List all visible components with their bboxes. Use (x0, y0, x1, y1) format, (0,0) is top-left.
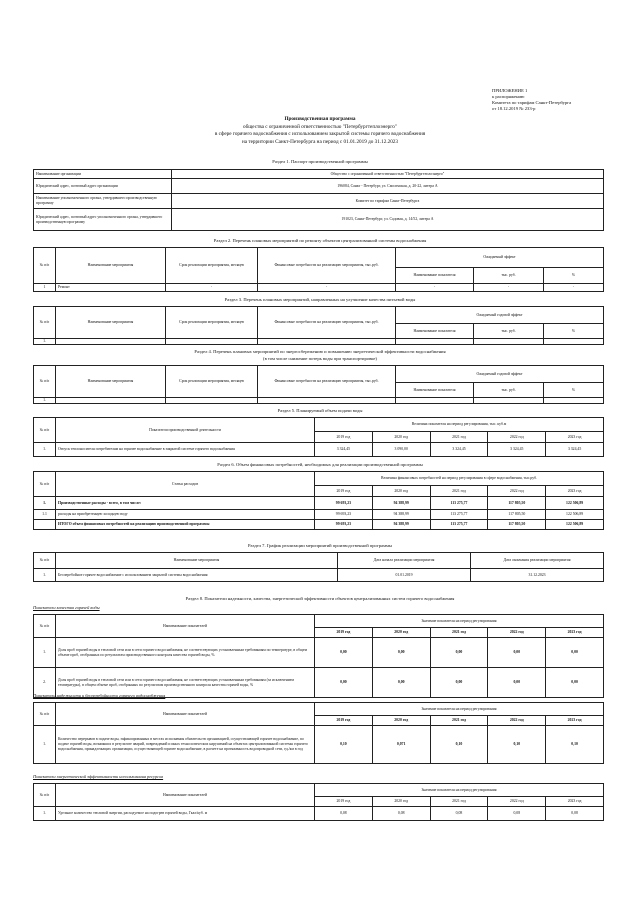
header-cell: % (544, 383, 604, 398)
cell: 0,00 (372, 638, 430, 668)
cell-label: Наименование уполномоченного органа, утвердившего производственную программу (34, 194, 172, 209)
header-cell: № п/п (34, 366, 56, 398)
header-cell: № п/п (34, 472, 56, 497)
appendix-block (492, 88, 571, 112)
cell: расходы на приобретенную холодную воду (56, 510, 315, 520)
cell: Производственные расходы - всего, в том числе: (56, 497, 315, 510)
cell: - (544, 284, 604, 292)
cell: 99 693,23 (315, 510, 373, 520)
schedule-table (33, 552, 604, 582)
section-8-subtitle: Показатели качества горячей воды (33, 605, 100, 610)
table-row (34, 209, 604, 231)
cell: 1. (34, 398, 56, 404)
cell: 0,10 (488, 726, 546, 764)
header-cell: № п/п (34, 615, 56, 638)
header-cell: Значение показателя на период регулирования (315, 784, 604, 797)
header-cell: Срок реализации мероприятия, месяцев (166, 366, 258, 398)
table-row (34, 510, 604, 520)
table-row (34, 398, 604, 404)
header-cell: Срок реализации мероприятия, месяцев (166, 307, 258, 339)
cell: 0,00 (488, 668, 546, 698)
cell-label: Наименование организации (34, 170, 172, 179)
cell: 0,00 (430, 638, 488, 668)
header-cell: Ожидаемый годовой эффект (396, 307, 604, 324)
cell-value: 191023, Санкт-Петербург, ул. Садовая, д. 14/52, литера А (172, 209, 604, 231)
appendix-line: Комитета по тарифам Санкт-Петербурга (492, 100, 572, 105)
cell: 117 805,50 (488, 520, 546, 530)
year-header: 2023 год (546, 628, 604, 638)
header-cell: № п/п (34, 553, 56, 569)
header-cell: % (544, 268, 604, 284)
year-header: 2022 год (488, 628, 546, 638)
section-8-title: Раздел 8. Показатели надежности, качества, энергетической эффективности объектов централизованных систем горячего водоснабжения (185, 596, 455, 601)
cell: 113 275,77 (430, 520, 488, 530)
water-volume-table (33, 417, 604, 457)
table-row (34, 194, 604, 209)
cell: ИТОГО объем финансовых потребностей на реализацию производственной программы (56, 520, 315, 530)
header-cell: Дата окончания реализации мероприятия (471, 553, 604, 569)
cell: 0,08 (488, 807, 546, 821)
table-header-row (34, 307, 604, 324)
year-header: 2021 год (430, 486, 488, 497)
title-line: на территории Санкт-Петербурга на период с 01.01.2019 до 31.12.2023 (241, 138, 398, 145)
year-header: 2020 год (372, 628, 430, 638)
cell: 122 506,89 (546, 520, 604, 530)
header-cell: Наименование показателей (56, 703, 315, 726)
table-row (34, 807, 604, 821)
header-cell: Дата начала реализации мероприятия (338, 553, 471, 569)
header-cell: Финансовые потребности на реализацию мероприятия, тыс.руб. (258, 248, 396, 284)
section-6-title: Раздел 6. Объем финансовых потребностей, необходимых для реализации производственной программы (217, 462, 423, 467)
cell-value: Комитет по тарифам Санкт-Петербурга (172, 194, 604, 209)
section-3-title: Раздел 3. Перечень плановых мероприятий, направленных на улучшение качества питьевой воды (224, 297, 416, 302)
quality-measures-table (33, 306, 604, 345)
cell: 1. (34, 726, 56, 764)
cell: 99 693,23 (315, 497, 373, 510)
year-header: 2021 год (430, 432, 488, 443)
header-cell: № п/п (34, 418, 56, 443)
quality-indicators-table (33, 614, 604, 698)
header-cell: Срок реализации мероприятия, месяцев (166, 248, 258, 284)
header-cell: № п/п (34, 248, 56, 284)
header-cell: Наименование показателя (396, 324, 474, 339)
energy-measures-table (33, 365, 604, 404)
repair-table (33, 247, 604, 292)
table-row (34, 443, 604, 457)
table-row (34, 497, 604, 510)
cell: 94 388,99 (372, 510, 430, 520)
cell: 1. (34, 569, 56, 582)
year-header: 2023 год (546, 432, 604, 443)
header-cell: тыс. руб. (474, 268, 544, 284)
header-cell: Показатели производственной деятельности (56, 418, 315, 443)
header-cell: тыс. руб. (474, 324, 544, 339)
appendix-line: от 18.12.2019 № 233-р (492, 106, 536, 111)
header-cell: Наименование мероприятия (56, 307, 166, 339)
header-cell: Статья расходов (56, 472, 315, 497)
title-line: общества с ограниченной ответственностью "Петербургтеплоэнерго" (243, 123, 397, 130)
year-header: 2020 год (372, 486, 430, 497)
title-line: Производственная программа (284, 116, 356, 122)
cell: 0,10 (430, 726, 488, 764)
cell-value: 196084, Санкт - Петербург, ул. Смоленская, д. 20-22, литера А (172, 179, 604, 194)
table-header-row (34, 784, 604, 797)
section-1-title: Раздел 1. Паспорт производственной программы (272, 159, 368, 164)
section-2-title: Раздел 2. Перечень плановых мероприятий по ремонту объектов централизованной системы водоснабжения (213, 238, 427, 243)
year-header: 2020 год (372, 716, 430, 726)
cell: 1. (34, 497, 56, 510)
cell: 117 805,50 (488, 510, 546, 520)
year-header: 2020 год (372, 432, 430, 443)
cell: - (396, 284, 474, 292)
cell: - (166, 284, 258, 292)
cell: - (258, 284, 396, 292)
header-cell: Наименование мероприятия (56, 248, 166, 284)
header-cell: Ожидаемый эффект (396, 248, 604, 268)
cell: 31.12.2023 (471, 569, 604, 582)
year-header: 2023 год (546, 797, 604, 807)
cell: 0,10 (315, 726, 373, 764)
cell: 99 693,23 (315, 520, 373, 530)
year-header: 2023 год (546, 716, 604, 726)
year-header: 2021 год (430, 628, 488, 638)
energy-indicators-table (33, 783, 604, 821)
table-header-row (34, 366, 604, 383)
cell: 3 324,45 (430, 443, 488, 457)
cell-label: Юридический адрес, почтовый адрес уполномоченного органа, утвердившего производственную программу (34, 209, 172, 231)
cell-value: Общество с ограниченной ответственностью "Петербургтеплоэнерго" (172, 170, 604, 179)
table-row (34, 569, 604, 582)
year-header: 2022 год (488, 486, 546, 497)
cell: 122 506,89 (546, 510, 604, 520)
year-header: 2019 год (315, 432, 373, 443)
year-header: 2020 год (372, 797, 430, 807)
year-header: 2021 год (430, 716, 488, 726)
header-cell: Наименование мероприятия (56, 553, 338, 569)
section-8-subtitle: Показатели надежности и бесперебойности горячего водоснабжения (33, 693, 166, 698)
table-header-row (34, 553, 604, 569)
cell: 94 388,99 (372, 520, 430, 530)
cell: 0,00 (372, 668, 430, 698)
cell: 0,08 (315, 807, 373, 821)
cell: 0,08 (430, 807, 488, 821)
cell: Доля проб горячей воды в тепловой сети или в сети горячего водоснабжения, не соответствующих установленным требованиям (за исключением температуры), в общем объеме проб, отобранных по результатам производственного контроля качества горячей воды, % (56, 668, 315, 698)
cell: 1 (34, 284, 56, 292)
cell: 1. (34, 638, 56, 668)
cell: 0,08 (546, 807, 604, 821)
section-4-title: Раздел 4. Перечень плановых мероприятий по энергосбережению и повышению энергетической эффективности водоснабжения (194, 349, 446, 354)
cell: 0,08 (372, 807, 430, 821)
year-header: 2019 год (315, 486, 373, 497)
cell: 1.1 (34, 510, 56, 520)
cell: 113 275,77 (430, 497, 488, 510)
header-cell: № п/п (34, 307, 56, 339)
header-cell: Финансовые потребности на реализацию мероприятия, тыс.руб. (258, 307, 396, 339)
header-cell: Финансовые потребности на реализацию мероприятия, тыс.руб. (258, 366, 396, 398)
header-cell: Наименование показателя (396, 383, 474, 398)
year-header: 2019 год (315, 716, 373, 726)
year-header: 2021 год (430, 797, 488, 807)
cell: 0,071 (372, 726, 430, 764)
table-row (34, 179, 604, 194)
header-cell: Наименование показателей (56, 615, 315, 638)
cell: 2. (34, 668, 56, 698)
table-row (34, 638, 604, 668)
passport-table (33, 169, 604, 231)
cell: 3 090,00 (372, 443, 430, 457)
header-cell: № п/п (34, 784, 56, 807)
cell: 94 388,99 (372, 497, 430, 510)
cell: 3 324,45 (488, 443, 546, 457)
cell: 0,00 (315, 668, 373, 698)
table-row (34, 170, 604, 179)
table-row (34, 520, 604, 530)
cell: 0,00 (546, 638, 604, 668)
section-7-title: Раздел 7. График реализации мероприятий производственной программы (248, 543, 392, 548)
header-cell: Значение показателя на период регулирования (315, 703, 604, 716)
cell: 0,00 (546, 668, 604, 698)
cell: Удельное количество тепловой энергии, расходуемое на подогрев горячей воды, Гкал/куб. м (56, 807, 315, 821)
header-cell: Величина показателя на период регулирования, тыс. куб.м (315, 418, 604, 432)
section-5-title: Раздел 5. Планируемый объем подачи воды (277, 408, 363, 413)
cell (34, 520, 56, 530)
table-row (34, 726, 604, 764)
header-cell: Значение показателя на период регулирования (315, 615, 604, 628)
cell: 122 506,89 (546, 497, 604, 510)
cell: 117 805,50 (488, 497, 546, 510)
cell: 3 324,45 (315, 443, 373, 457)
document-title (0, 116, 640, 146)
year-header: 2019 год (315, 628, 373, 638)
appendix-line: к распоряжению (492, 94, 525, 99)
section-4-subtitle: (в том числе снижение потерь воды при транспортировке) (263, 356, 377, 361)
cell: Ремонт (56, 284, 166, 292)
year-header: 2023 год (546, 486, 604, 497)
cell: 1. (34, 807, 56, 821)
header-cell: № п/п (34, 703, 56, 726)
title-line: в сфере горячего водоснабжения с использованием закрытой системы горячего водоснабжения (214, 131, 426, 137)
cell: 0,00 (315, 638, 373, 668)
table-header-row (34, 472, 604, 486)
cell: Доля проб горячей воды в тепловой сети или в сети горячего водоснабжения, не соответствующих установленным требованиям по температуре, в общем объеме проб, отобранных по результатам производственного контроля качества горячей воды, % (56, 638, 315, 668)
header-cell: Наименование мероприятия (56, 366, 166, 398)
year-header: 2022 год (488, 797, 546, 807)
table-header-row (34, 418, 604, 432)
cell: Отпуск теплоносителя потребителям на горячее водоснабжение в закрытой системе горячего водоснабжения (56, 443, 315, 457)
header-cell: Ожидаемый годовой эффект (396, 366, 604, 383)
finance-table (33, 471, 604, 530)
cell: 1. (34, 443, 56, 457)
cell: 0,00 (430, 668, 488, 698)
cell: 0,10 (546, 726, 604, 764)
cell: Количество перерывов в подаче воды, зафиксированных в местах исполнения обязательств организацией, осуществляющей горячее водоснабжение, по подаче горячей воды, возникших в результате аварий, повреждений и иных технологических нарушений на объектах централизованной системы горячего водоснабжения, принадлежащих организации, осуществляющей горячее водоснабжение, в расчете на протяженность водопроводной сети, ед./км в год (56, 726, 315, 764)
header-cell: тыс. руб. (474, 383, 544, 398)
header-cell: Наименование показателя (396, 268, 474, 284)
cell: 113 275,77 (430, 510, 488, 520)
cell: Бесперебойное горячее водоснабжение с использованием закрытой системы водоснабжения (56, 569, 338, 582)
cell: 0,00 (488, 638, 546, 668)
header-cell: % (544, 324, 604, 339)
table-header-row (34, 615, 604, 628)
cell: 1. (34, 339, 56, 345)
appendix-line: ПРИЛОЖЕНИЕ 1 (492, 88, 528, 93)
year-header: 2019 год (315, 797, 373, 807)
header-cell: Наименование показателей (56, 784, 315, 807)
table-row (34, 339, 604, 345)
year-header: 2022 год (488, 716, 546, 726)
cell: 3 324,45 (546, 443, 604, 457)
cell: 01.01.2019 (338, 569, 471, 582)
table-header-row (34, 703, 604, 716)
section-8-subtitle: Показатели энергетической эффективности использования ресурсов (33, 774, 164, 779)
table-header-row (34, 248, 604, 268)
reliability-indicators-table (33, 702, 604, 764)
table-row (34, 284, 604, 292)
header-cell: Величина финансовых потребностей на период регулирования в сфере водоснабжения, тыс.руб. (315, 472, 604, 486)
cell-label: Юридический адрес, почтовый адрес организации (34, 179, 172, 194)
year-header: 2022 год (488, 432, 546, 443)
cell: - (474, 284, 544, 292)
